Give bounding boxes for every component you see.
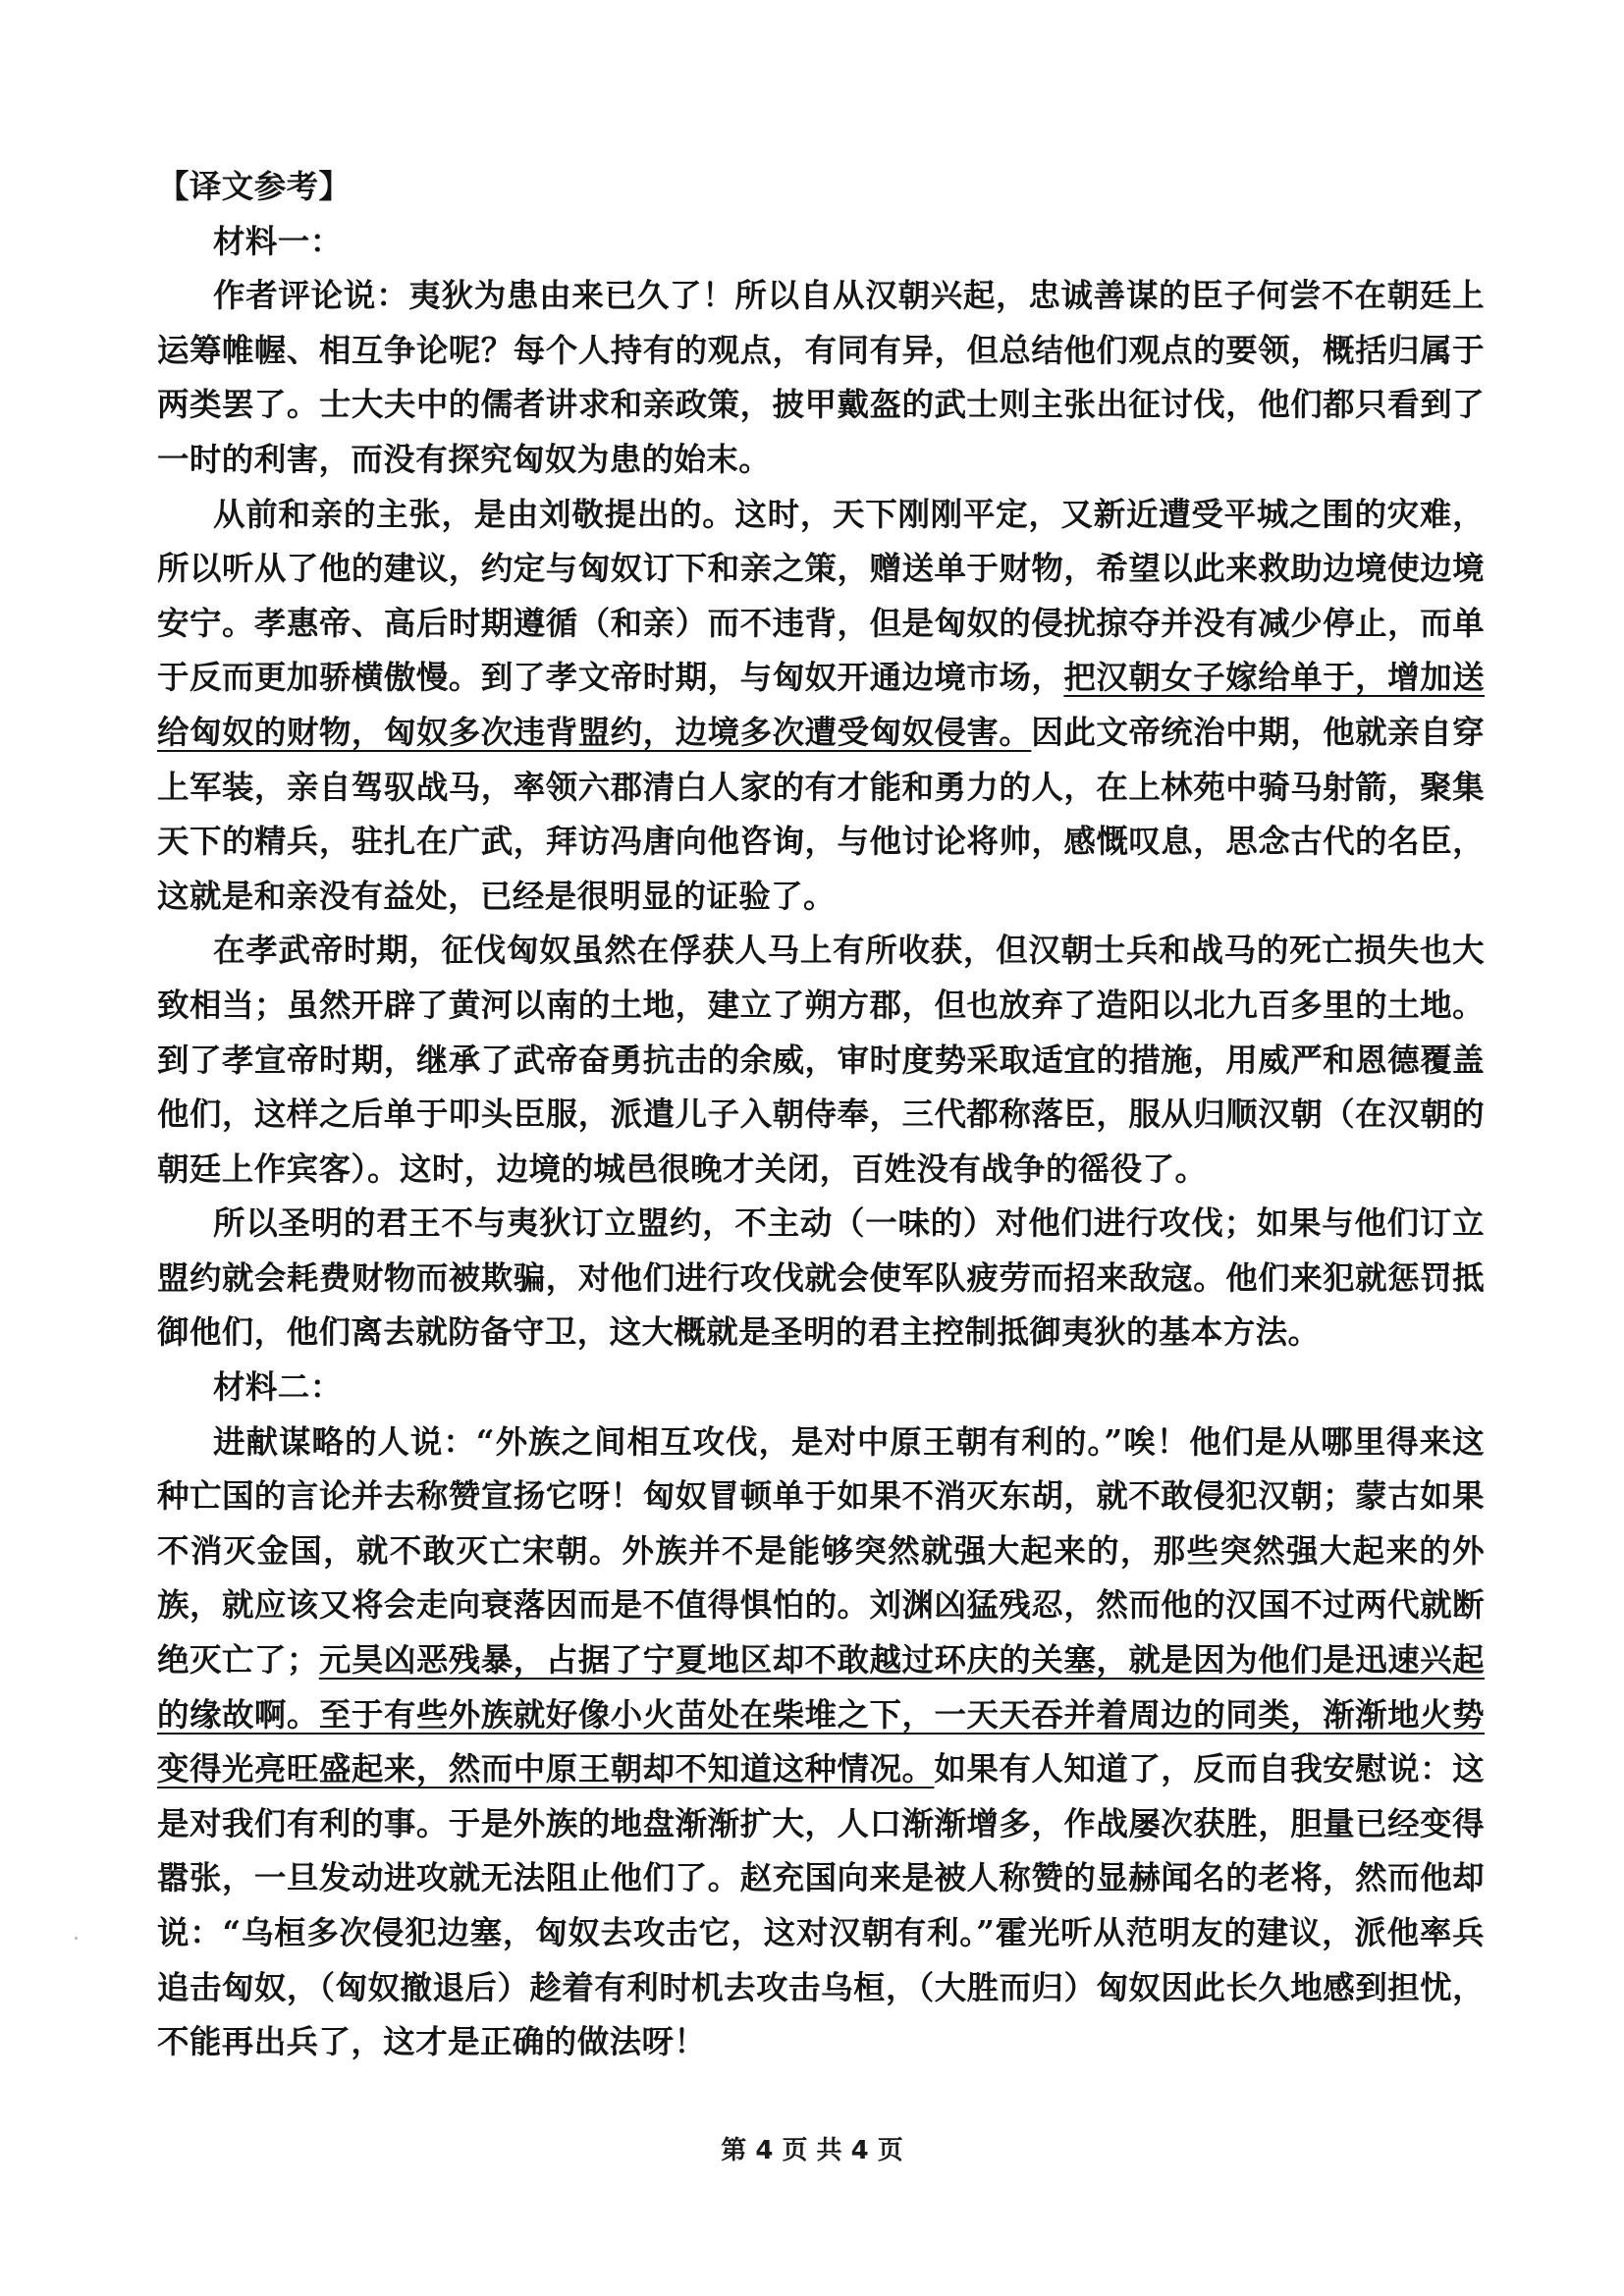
scan-speck [75, 1937, 78, 1940]
underlined-passage: 把汉朝女子嫁给单于，增加送给匈奴的财物，匈奴多次违背盟约，边境多次遭受匈奴侵害。 [157, 658, 1486, 751]
paragraph-material-one-2 [157, 487, 1485, 924]
material-one-title: 材料一： [213, 221, 343, 260]
paragraph-text: 如果有人知道了，反而自我安慰说：这是对我们有利的事。于是外族的地盘渐渐扩大，人口渐渐增多，作战屡次获胜，胆量已经变得嚣张，一旦发动进攻就无法阻止他们了。赵充国向来是被人称赞的显赫闻名的老将，然而他却说：“乌桓多次侵犯边塞，匈奴去攻击它，这对汉朝有利。”霍光听从范明友的建议，派他率兵追击匈奴，（匈奴撤退后）趁着有利时机去攻击乌桓，（大胜而归）匈奴因此长久地感到担忧，不能再出兵了，这才是正确的做法呀！ [157, 1749, 1485, 2061]
underlined-passage: 元昊凶恶残暴，占据了宁夏地区却不敢越过环庆的关塞，就是因为他们是迅速兴起的缘故啊。 [157, 1640, 1485, 1734]
document-body [157, 159, 1485, 2069]
section-heading: 【译文参考】 [157, 167, 352, 205]
paragraph-text: 进献谋略的人说：“外族之间相互攻伐，是对中原王朝有利的。”唉！他们是从哪里得来这种亡国的言论并去称赞宣扬它呀！匈奴冒顿单于如果不消灭东胡，就不敢侵犯汉朝；蒙古如果不消灭金国，就不敢灭亡宋朝。外族并不是能够突然就强大起来的，那些突然强大起来的外族，就应该又将会走向衰落因而是不值得惧怕的。刘渊凶猛残忍，然而他的汉国不过两代就断绝灭亡了； [157, 1421, 1485, 1680]
paragraph-material-one-3: 在孝武帝时期，征伐匈奴虽然在俘获人马上有所收获，但汉朝士兵和战马的死亡损失也大致相当；虽然开辟了黄河以南的土地，建立了朔方郡，但也放弃了造阳以北九百多里的土地。到了孝宣帝时期，继承了武帝奋勇抗击的余威，审时度势采取适宜的措施，用威严和恩德覆盖他们，这样之后单于叩头臣服，派遣儿子入朝侍奉，三代都称落臣，服从归顺汉朝（在汉朝的朝廷上作宾客）。这时，边境的城邑很晚才关闭，百姓没有战争的徭役了。 [157, 931, 1485, 1188]
material-two-title: 材料二： [213, 1367, 343, 1407]
page-number: 第 4 页 共 4 页 [721, 2136, 903, 2165]
paragraph-text: 因此文帝统治中期，他就亲自穿上军装，亲自驾驭战马，率领六郡清白人家的有才能和勇力的人，在上林苑中骑马射箭，聚集天下的精兵，驻扎在广武，拜访冯唐向他咨询，与他讨论将帅，感慨叹息，思念古代的名臣，这就是和亲没有益处，已经是很明显的证验了。 [157, 712, 1485, 915]
underlined-passage: 至于有些外族就好像小火苗处在柴堆之下，一天天吞并着周边的同类，渐渐地火势变得光亮旺盛起来，然而中原王朝却不知道这种情况。 [157, 1694, 1485, 1789]
paragraph-material-two-1 [157, 1415, 1485, 2069]
paragraph-material-one-1: 作者评论说：夷狄为患由来已久了！所以自从汉朝兴起，忠诚善谋的臣子何尝不在朝廷上运筹帷幄、相互争论呢？每个人持有的观点，有同有异，但总结他们观点的要领，概括归属于两类罢了。士大夫中的儒者讲求和亲政策，披甲戴盔的武士则主张出征讨伐，他们都只看到了一时的利害，而没有探究匈奴为患的始末。 [157, 276, 1485, 478]
paragraph-material-one-4: 所以圣明的君王不与夷狄订立盟约，不主动（一味的）对他们进行攻伐；如果与他们订立盟约就会耗费财物而被欺骗，对他们进行攻伐就会使军队疲劳而招来敌寇。他们来犯就惩罚抵御他们，他们离去就防备守卫，这大概就是圣明的君主控制抵御夷狄的基本方法。 [157, 1203, 1485, 1352]
paragraph-text: 从前和亲的主张，是由刘敬提出的。这时，天下刚刚平定，又新近遭受平城之围的灾难，所以听从了他的建议，约定与匈奴订下和亲之策，赠送单于财物，希望以此来救助边境使边境安宁。孝惠帝、高后时期遵循（和亲）而不违背，但是匈奴的侵扰掠夺并没有减少停止，而单于反而更加骄横傲慢。到了孝文帝时期，与匈奴开通边境市场， [157, 494, 1485, 697]
